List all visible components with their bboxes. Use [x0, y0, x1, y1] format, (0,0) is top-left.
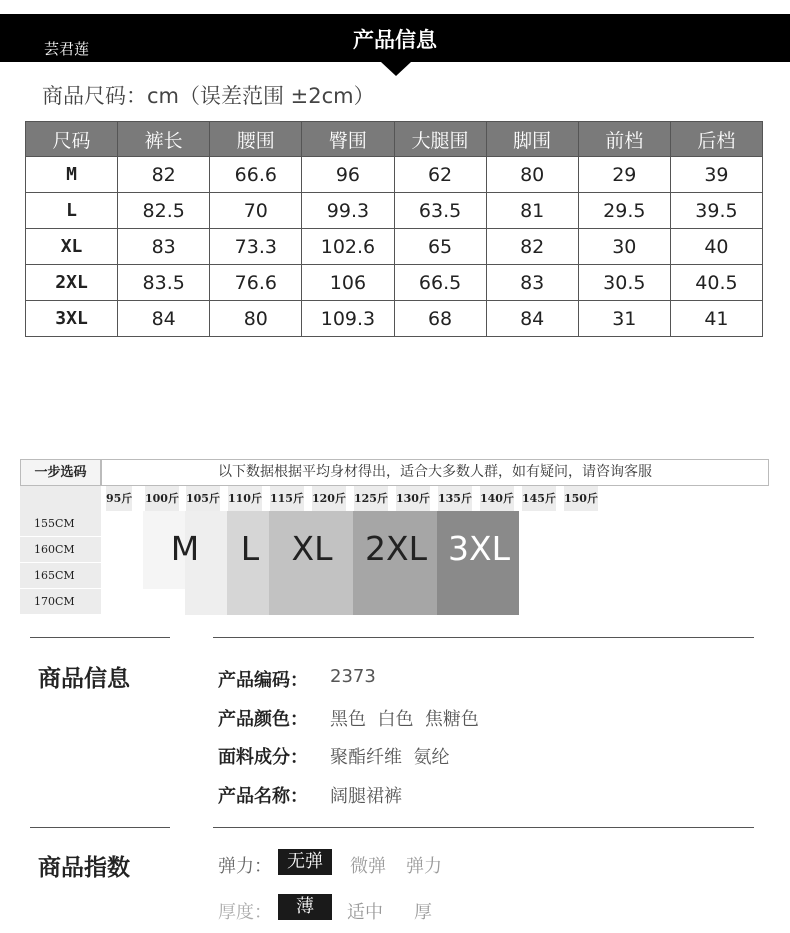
col-header: 脚围	[486, 122, 578, 157]
table-cell: 83	[118, 229, 210, 265]
weight-label: 110斤	[228, 486, 262, 511]
recommend-label: 一步选码	[20, 459, 101, 486]
weight-label: 105斤	[186, 486, 220, 511]
col-header: 裤长	[118, 122, 210, 157]
table-cell: 68	[394, 301, 486, 337]
size-table-header	[26, 122, 763, 157]
table-cell: 63.5	[394, 193, 486, 229]
product-info-title: 商品信息	[38, 666, 130, 692]
weight-label: 95斤	[106, 486, 132, 511]
size-unit-note: 商品尺码：cm（误差范围 ±2cm）	[42, 84, 375, 108]
height-label: 170CM	[20, 589, 101, 615]
info-value: 聚酯纤维 氨纶	[330, 747, 450, 768]
table-row	[26, 265, 763, 301]
table-cell: XL	[26, 229, 118, 265]
header-title: 产品信息	[353, 28, 437, 52]
table-row	[26, 301, 763, 337]
table-cell: 96	[302, 157, 394, 193]
table-cell: 3XL	[26, 301, 118, 337]
weight-label: 150斤	[564, 486, 598, 511]
size-zone-blank	[101, 537, 143, 615]
table-cell: 29	[578, 157, 670, 193]
info-value: 黑色 白色 焦糖色	[330, 709, 479, 730]
divider	[30, 827, 170, 828]
table-cell: 40	[670, 229, 762, 265]
table-cell: 80	[486, 157, 578, 193]
table-cell: 82	[118, 157, 210, 193]
table-cell: 66.5	[394, 265, 486, 301]
table-cell: 76.6	[210, 265, 302, 301]
divider	[213, 637, 754, 638]
table-cell: 62	[394, 157, 486, 193]
table-cell: 82.5	[118, 193, 210, 229]
table-cell: 66.6	[210, 157, 302, 193]
table-row	[26, 193, 763, 229]
weight-label: 115斤	[270, 486, 304, 511]
brand-name: 芸君莲	[44, 40, 90, 58]
elasticity-option: 弹力	[406, 856, 442, 877]
table-cell: 109.3	[302, 301, 394, 337]
info-value: 阔腿裙裤	[330, 786, 402, 807]
height-label: 160CM	[20, 537, 101, 563]
table-cell: 2XL	[26, 265, 118, 301]
thickness-option: 适中	[347, 902, 383, 923]
col-header: 臀围	[302, 122, 394, 157]
weight-label: 130斤	[396, 486, 430, 511]
size-m-label: M	[170, 529, 200, 568]
weight-label: 100斤	[145, 486, 179, 511]
elasticity-option: 微弹	[350, 856, 386, 877]
table-cell: 102.6	[302, 229, 394, 265]
info-key: 产品编码：	[218, 670, 308, 691]
size-2xl-label: 2XL	[365, 529, 427, 568]
table-cell: 83.5	[118, 265, 210, 301]
table-cell: 81	[486, 193, 578, 229]
thickness-key: 厚度：	[218, 902, 272, 923]
thickness-option-selected: 薄	[278, 894, 332, 920]
elasticity-option-selected: 无弹	[278, 849, 332, 875]
recommend-note: 以下数据根据平均身材得出，适合大多数人群，如有疑问，请咨询客服	[101, 459, 769, 486]
size-zone-blank	[143, 589, 185, 615]
table-cell: 65	[394, 229, 486, 265]
header-bar	[0, 14, 790, 62]
product-index-title: 商品指数	[38, 855, 130, 881]
table-cell: 39	[670, 157, 762, 193]
info-value: 2373	[330, 666, 376, 687]
table-cell: 31	[578, 301, 670, 337]
height-label: 165CM	[20, 563, 101, 589]
col-header: 尺码	[26, 122, 118, 157]
table-cell: 82	[486, 229, 578, 265]
table-cell: 83	[486, 265, 578, 301]
table-row	[26, 229, 763, 265]
table-cell: M	[26, 157, 118, 193]
table-cell: L	[26, 193, 118, 229]
table-cell: 41	[670, 301, 762, 337]
size-xl-label: XL	[291, 529, 333, 568]
thickness-option: 厚	[414, 902, 432, 923]
table-cell: 39.5	[670, 193, 762, 229]
weight-label: 125斤	[354, 486, 388, 511]
elasticity-key: 弹力：	[218, 856, 272, 877]
info-key: 面料成分：	[218, 747, 308, 768]
col-header: 大腿围	[394, 122, 486, 157]
weight-label: 140斤	[480, 486, 514, 511]
table-cell: 80	[210, 301, 302, 337]
col-header: 腰围	[210, 122, 302, 157]
table-cell: 30	[578, 229, 670, 265]
col-header: 后档	[670, 122, 762, 157]
table-cell: 84	[118, 301, 210, 337]
weight-label: 145斤	[522, 486, 556, 511]
height-label: 155CM	[20, 511, 101, 537]
info-key: 产品颜色：	[218, 709, 308, 730]
col-header: 前档	[578, 122, 670, 157]
weight-label: 120斤	[312, 486, 346, 511]
weight-row-corner	[20, 486, 101, 511]
weight-label: 135斤	[438, 486, 472, 511]
table-cell: 30.5	[578, 265, 670, 301]
size-l-label: L	[240, 529, 260, 568]
info-key: 产品名称：	[218, 786, 308, 807]
divider	[213, 827, 754, 828]
header-notch	[381, 62, 411, 76]
divider	[30, 637, 170, 638]
table-cell: 40.5	[670, 265, 762, 301]
table-cell: 70	[210, 193, 302, 229]
table-cell: 29.5	[578, 193, 670, 229]
size-table	[25, 121, 763, 337]
table-cell: 99.3	[302, 193, 394, 229]
table-cell: 73.3	[210, 229, 302, 265]
table-cell: 106	[302, 265, 394, 301]
table-cell: 84	[486, 301, 578, 337]
table-row	[26, 157, 763, 193]
size-3xl-label: 3XL	[448, 529, 510, 568]
